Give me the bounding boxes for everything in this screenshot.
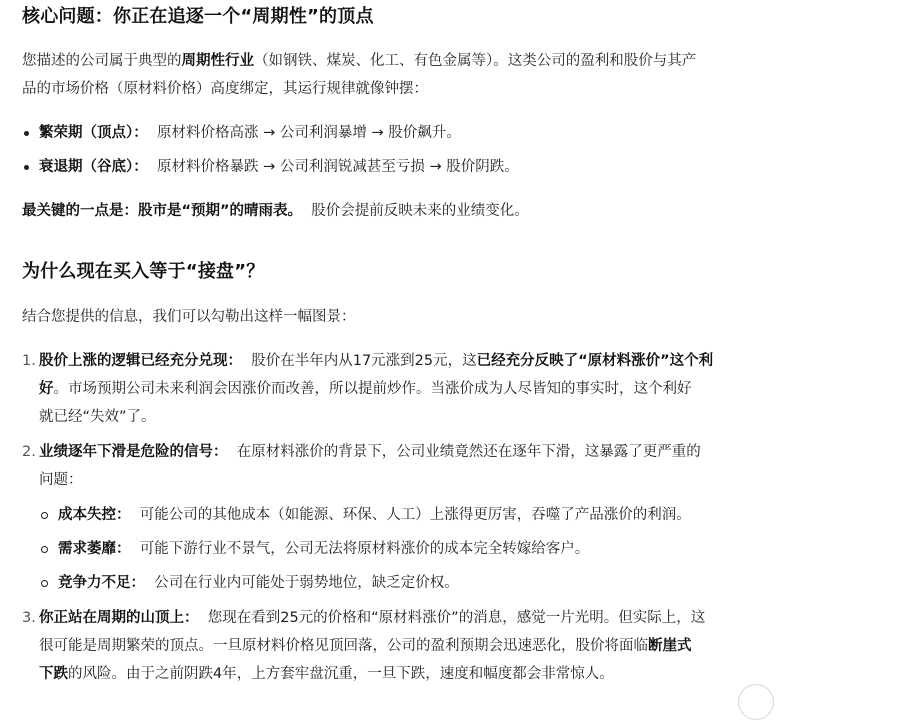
item-text: 。市场预期公司未来利润会因涨价而改善，所以提前炒作。当涨价成为人尽皆知的事实时，这个利好 <box>53 381 692 397</box>
intro-bold: 周期性行业 <box>181 53 254 69</box>
sub-text: 可能下游行业不景气，公司无法将原材料涨价的成本完全转嫁给客户。 <box>139 541 590 557</box>
sub-term: 需求萎靡： <box>58 541 131 557</box>
item-text: 在原材料涨价的背景下，公司业绩竟然还在逐年下滑，这暴露了更严重的 <box>236 444 701 460</box>
sub-term: 成本失控： <box>58 507 131 523</box>
intro-paragraph <box>22 47 696 103</box>
item-text: 很可能是周期繁荣的顶点。一旦原材料价格见顶回落，公司的盈利预期会迅速恶化，股价将面临 <box>39 638 648 654</box>
sub-text: 公司在行业内可能处于弱势地位，缺乏定价权。 <box>154 575 459 591</box>
sub-bullet-list <box>22 501 782 597</box>
section-heading-why: 为什么现在买入等于“接盘”？ <box>22 261 265 282</box>
list-number: 1. <box>22 353 36 369</box>
intro-text: 您描述的公司属于典型的 <box>22 53 182 69</box>
list-item <box>22 569 782 597</box>
item-term: 业绩逐年下滑是危险的信号： <box>39 444 228 460</box>
sub-term: 竞争力不足： <box>58 575 145 591</box>
sub-text: 可能公司的其他成本（如能源、环保、人工）上涨得更厉害，吞噬了产品涨价的利润。 <box>139 507 691 523</box>
list-item <box>22 153 782 181</box>
item-text: 您现在看到25元的价格和“原材料涨价”的消息，感觉一片光明。但实际上，这 <box>207 610 706 626</box>
item-term: 股价上涨的逻辑已经充分兑现： <box>39 353 242 369</box>
list-number: 2. <box>22 444 36 460</box>
section2-intro: 结合您提供的信息，我们可以勾勒出这样一幅图景： <box>22 309 356 325</box>
intro-text-cont: （如钢铁、煤炭、化工、有色金属等）。这类公司的盈利和股价与其产 <box>254 53 697 69</box>
section-heading-core-question: 核心问题：你正在追逐一个“周期性”的顶点 <box>22 6 374 27</box>
bullet-text: 原材料价格高涨 → 公司利润暴增 → 股价飙升。 <box>156 125 461 141</box>
list-item <box>22 347 782 431</box>
list-item <box>22 501 782 529</box>
cycle-bullet-list <box>22 119 782 181</box>
intro-text-line2: 品的市场价格（原材料价格）高度绑定，其运行规律就像钟摆： <box>22 81 428 97</box>
key-point-text: 股价会提前反映未来的业绩变化。 <box>311 203 529 219</box>
item-bold: 下跌 <box>39 666 68 682</box>
item-bold: 断崖式 <box>648 638 692 654</box>
item-bold: 好 <box>39 381 54 397</box>
list-item <box>22 119 782 147</box>
key-point-bold: 最关键的一点是：股市是“预期”的晴雨表。 <box>22 203 303 219</box>
reason-numbered-list-cont <box>22 604 782 688</box>
list-item <box>22 438 782 494</box>
list-item <box>22 535 782 563</box>
list-item <box>22 604 782 688</box>
reason-numbered-list <box>22 347 782 500</box>
bullet-term: 衰退期（谷底）： <box>39 159 148 175</box>
item-text: 问题： <box>39 472 83 488</box>
list-number: 3. <box>22 610 36 626</box>
item-term: 你正站在周期的山顶上： <box>39 610 199 626</box>
item-text: 的风险。由于之前阴跌4年，上方套牢盘沉重，一旦下跌，速度和幅度都会非常惊人。 <box>68 666 614 682</box>
key-point-paragraph <box>22 197 529 225</box>
scroll-to-bottom-button[interactable] <box>738 684 774 720</box>
bullet-term: 繁荣期（顶点）： <box>39 125 148 141</box>
bullet-text: 原材料价格暴跌 → 公司利润锐减甚至亏损 → 股价阴跌。 <box>156 159 519 175</box>
item-bold: 已经充分反映了“原材料涨价”这个利 <box>476 353 714 369</box>
item-text: 股价在半年内从17元涨到25元，这 <box>251 353 477 369</box>
item-text: 就已经“失效”了。 <box>39 409 156 425</box>
